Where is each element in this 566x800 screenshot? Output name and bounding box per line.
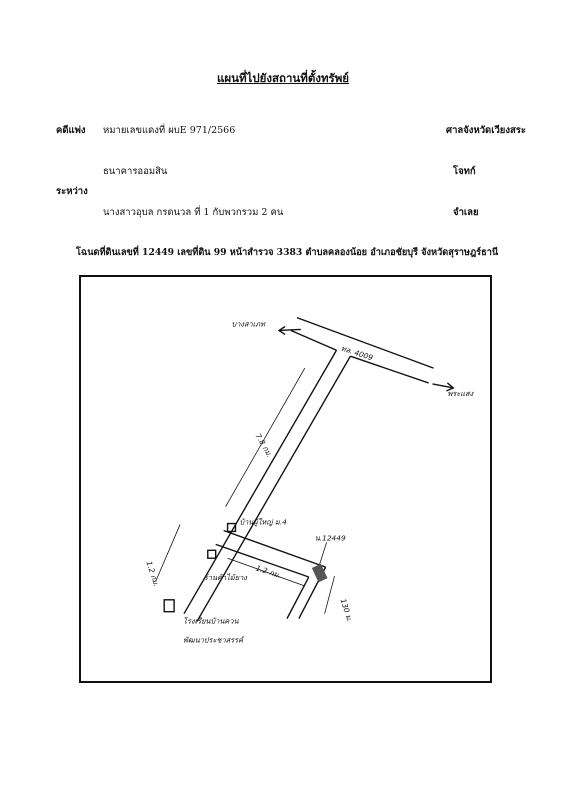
plaintiff-role: โจทก์ — [453, 166, 476, 177]
defendant-name: นางสาวอุบล กรดนวล ที่ 1 กับพวกรวม 2 คน — [103, 207, 284, 218]
page-title: แผนที่ไปยังสถานที่ตั้งทรัพย์ — [216, 71, 350, 85]
label-village-head: บ้านผู้ใหญ่ ม.4 — [239, 517, 287, 527]
label-to-nasan: บางสาเภท — [231, 319, 265, 329]
highway-edge-top — [297, 318, 434, 369]
label-dist-left: 1.2 กม. — [144, 560, 162, 588]
school-icon — [164, 600, 174, 612]
label-school-line1: โรงเรียนบ้านควน — [183, 616, 239, 626]
plot-leader-line — [320, 542, 327, 564]
label-dist-main: 7.8 กม. — [253, 431, 275, 459]
label-plot: น.12449 — [314, 533, 346, 543]
map-drawing — [81, 277, 490, 681]
dimension-line-left — [156, 525, 180, 580]
case-number: หมายเลขแดงที่ ผบE 971/2566 — [103, 125, 236, 136]
label-school-line2: พัฒนาประชาสรรค์ — [183, 635, 244, 645]
defendant-role: จำเลย — [453, 207, 479, 218]
label-highway: ทล. 4009 — [339, 343, 374, 363]
case-type-label: คดีแพ่ง — [56, 125, 86, 136]
label-dist-branch: 1.2 กม. — [254, 563, 283, 580]
label-to-phrasaeng: พระแสง — [447, 388, 474, 398]
location-map — [79, 275, 492, 683]
shop-icon — [208, 550, 216, 558]
highway-edge-bottom-right — [350, 356, 428, 383]
dimension-line-plot — [325, 576, 335, 614]
deed-line: โฉนดที่ดินเลขที่ 12449 เลขที่ดิน 99 หน้าสำรวจ 3383 ตำบลคลองน้อย อำเภอชัยบุรี จังหวัดสุราษฎร์ธานี — [76, 247, 499, 258]
court-name: ศาลจังหวัดเวียงสระ — [446, 125, 526, 136]
plaintiff-name: ธนาคารออมสิน — [103, 166, 168, 177]
arrow-to-nasan — [279, 329, 301, 330]
highway-edge-bottom-left — [291, 330, 337, 350]
between-label: ระหว่าง — [56, 186, 88, 197]
label-dist-plot: 130 ม. — [338, 597, 355, 623]
label-shop: ร้านค้าไม้ยาง — [203, 573, 247, 582]
